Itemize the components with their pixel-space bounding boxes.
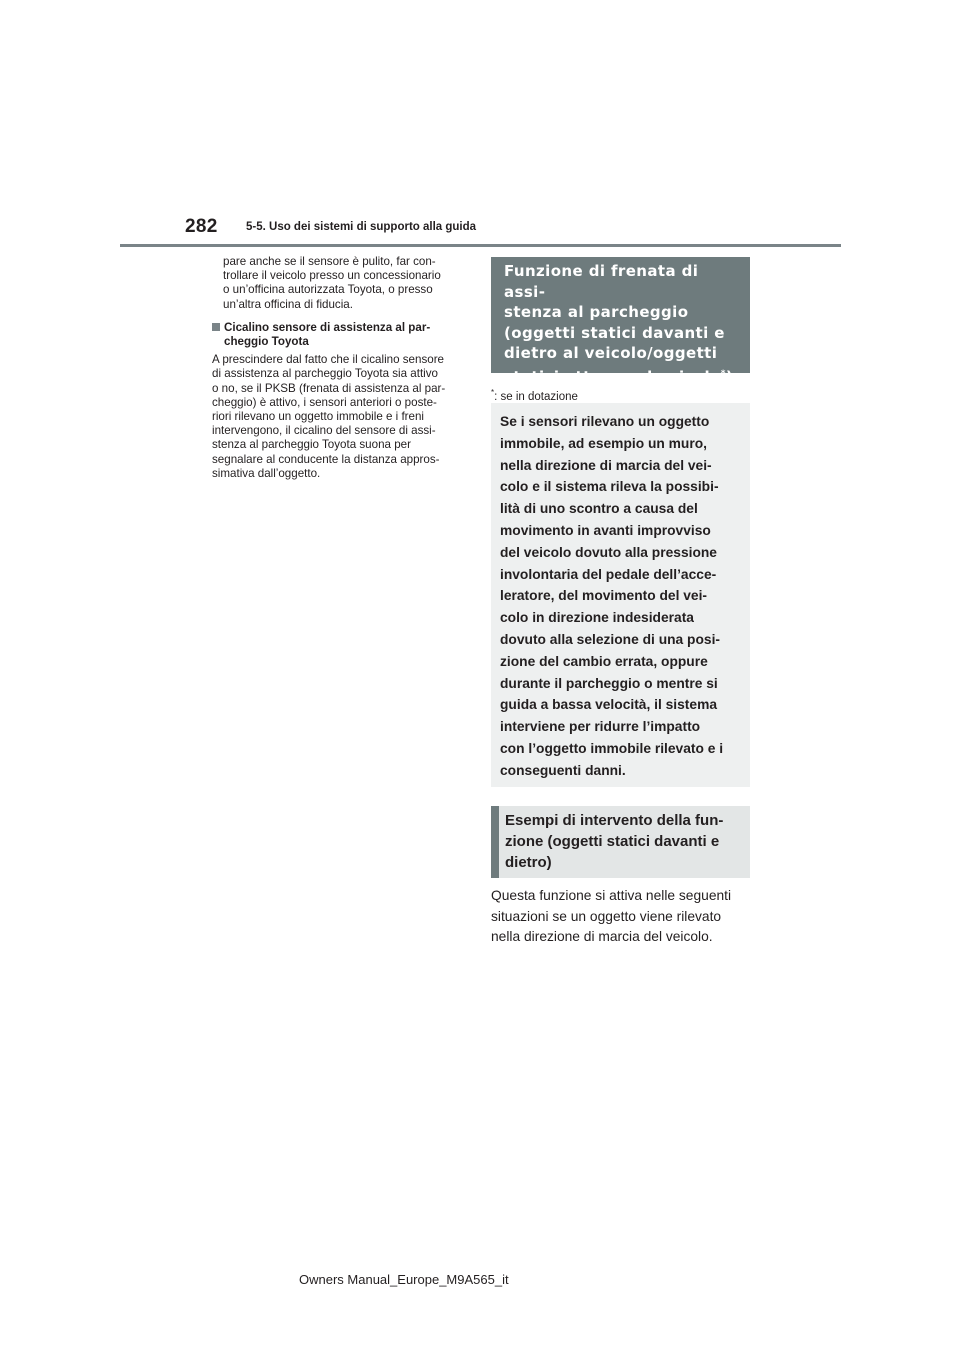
text-line: intervengono, il cicalino del sensore di assi- xyxy=(212,424,436,438)
text-line: nella direzione di marcia del veicolo. xyxy=(491,929,713,944)
text-line: segnalare al conducente la distanza appros- xyxy=(212,452,440,466)
footnote-text: : se in dotazione xyxy=(494,390,578,403)
highlight-line: lità di uno scontro a causa del xyxy=(500,501,698,517)
highlight-line: immobile, ad esempio un muro, xyxy=(500,435,707,451)
text-line: o no, se il PKSB (frenata di assistenza al par- xyxy=(212,381,446,395)
footnote xyxy=(491,388,578,403)
subheading-buzzer xyxy=(212,321,467,349)
function-title-box xyxy=(491,257,750,386)
continuation-paragraph xyxy=(212,255,467,312)
example-heading-line: dietro) xyxy=(505,854,552,871)
highlight-line: con l’oggetto immobile rilevato e i xyxy=(500,740,724,756)
text-line: Cicalino sensore di assistenza al par- xyxy=(224,320,431,334)
highlight-line: colo e il sistema rileva la possibi- xyxy=(500,479,719,495)
highlight-line: nella direzione di marcia del vei- xyxy=(500,457,712,473)
title-line: dietro al veicolo/oggetti xyxy=(504,344,718,362)
text-line: stenza al parcheggio Toyota suona per xyxy=(212,438,411,452)
highlight-line: conseguenti danni. xyxy=(500,762,626,778)
text-line: cheggio Toyota xyxy=(224,335,309,349)
highlight-line: Se i sensori rilevano un oggetto xyxy=(500,414,710,429)
highlight-line: del veicolo dovuto alla pressione xyxy=(500,544,717,560)
example-heading-line: Esempi di intervento della fun- xyxy=(505,812,724,829)
title-line: Funzione di frenata di assi- xyxy=(504,262,699,301)
right-body-paragraph xyxy=(491,886,751,948)
page-number: 282 xyxy=(185,216,218,237)
example-heading-bar xyxy=(491,806,499,878)
section-title: 5-5. Uso dei sistemi di supporto alla guida xyxy=(246,221,477,233)
text-line: cheggio) è attivo, i sensori anteriori o poste- xyxy=(212,395,437,409)
text-line: situazioni se un oggetto viene rilevato xyxy=(491,908,722,924)
header-rule xyxy=(120,244,841,247)
buzzer-paragraph xyxy=(212,353,467,481)
text-line: Questa funzione si attiva nelle seguenti xyxy=(491,888,732,903)
text-line: un’altra officina di fiducia. xyxy=(223,297,353,311)
title-line xyxy=(504,364,740,388)
highlight-line: involontaria del pedale dell’acce- xyxy=(500,566,717,582)
highlight-line: movimento in avanti improvviso xyxy=(500,522,711,538)
title-line: stenza al parcheggio xyxy=(504,303,689,321)
footnote-mark: * xyxy=(491,388,495,397)
highlight-line: dovuto alla selezione di una posi- xyxy=(500,631,721,647)
text-line: trollare il veicolo presso un concessionario xyxy=(223,269,441,283)
example-heading-line: zione (oggetti statici davanti e xyxy=(505,833,720,850)
example-heading-box xyxy=(491,806,750,878)
highlight-line: zione del cambio errata, oppure xyxy=(500,653,708,669)
text-line: A prescindere dal fatto che il cicalino sensore xyxy=(212,353,445,367)
title-line: (oggetti statici davanti e xyxy=(504,323,725,342)
title-last-text: statici attorno al veicolo xyxy=(504,367,721,386)
highlight-line: guida a bassa velocità, il sistema xyxy=(500,697,718,713)
title-close-paren: ) xyxy=(725,367,734,386)
text-line: o un’officina autorizzata Toyota, o presso xyxy=(223,283,433,297)
text-line: riori rilevano un oggetto immobile e i freni xyxy=(212,410,425,424)
left-column xyxy=(212,255,467,481)
text-line: simativa dall’oggetto. xyxy=(212,466,321,480)
highlight-box xyxy=(491,403,750,787)
highlight-line: durante il parcheggio o mentre si xyxy=(500,675,718,691)
highlight-line: interviene per ridurre l’impatto xyxy=(500,719,701,735)
asterisk-mark: * xyxy=(720,368,726,379)
square-bullet-icon xyxy=(212,323,220,331)
text-line: pare anche se il sensore è pulito, far con- xyxy=(223,255,436,268)
highlight-line: leratore, del movimento del vei- xyxy=(500,588,708,604)
highlight-line: colo in direzione indesiderata xyxy=(500,610,694,626)
footer-text: Owners Manual_Europe_M9A565_it xyxy=(299,1272,509,1287)
text-line: di assistenza al parcheggio Toyota sia attivo xyxy=(212,367,438,381)
